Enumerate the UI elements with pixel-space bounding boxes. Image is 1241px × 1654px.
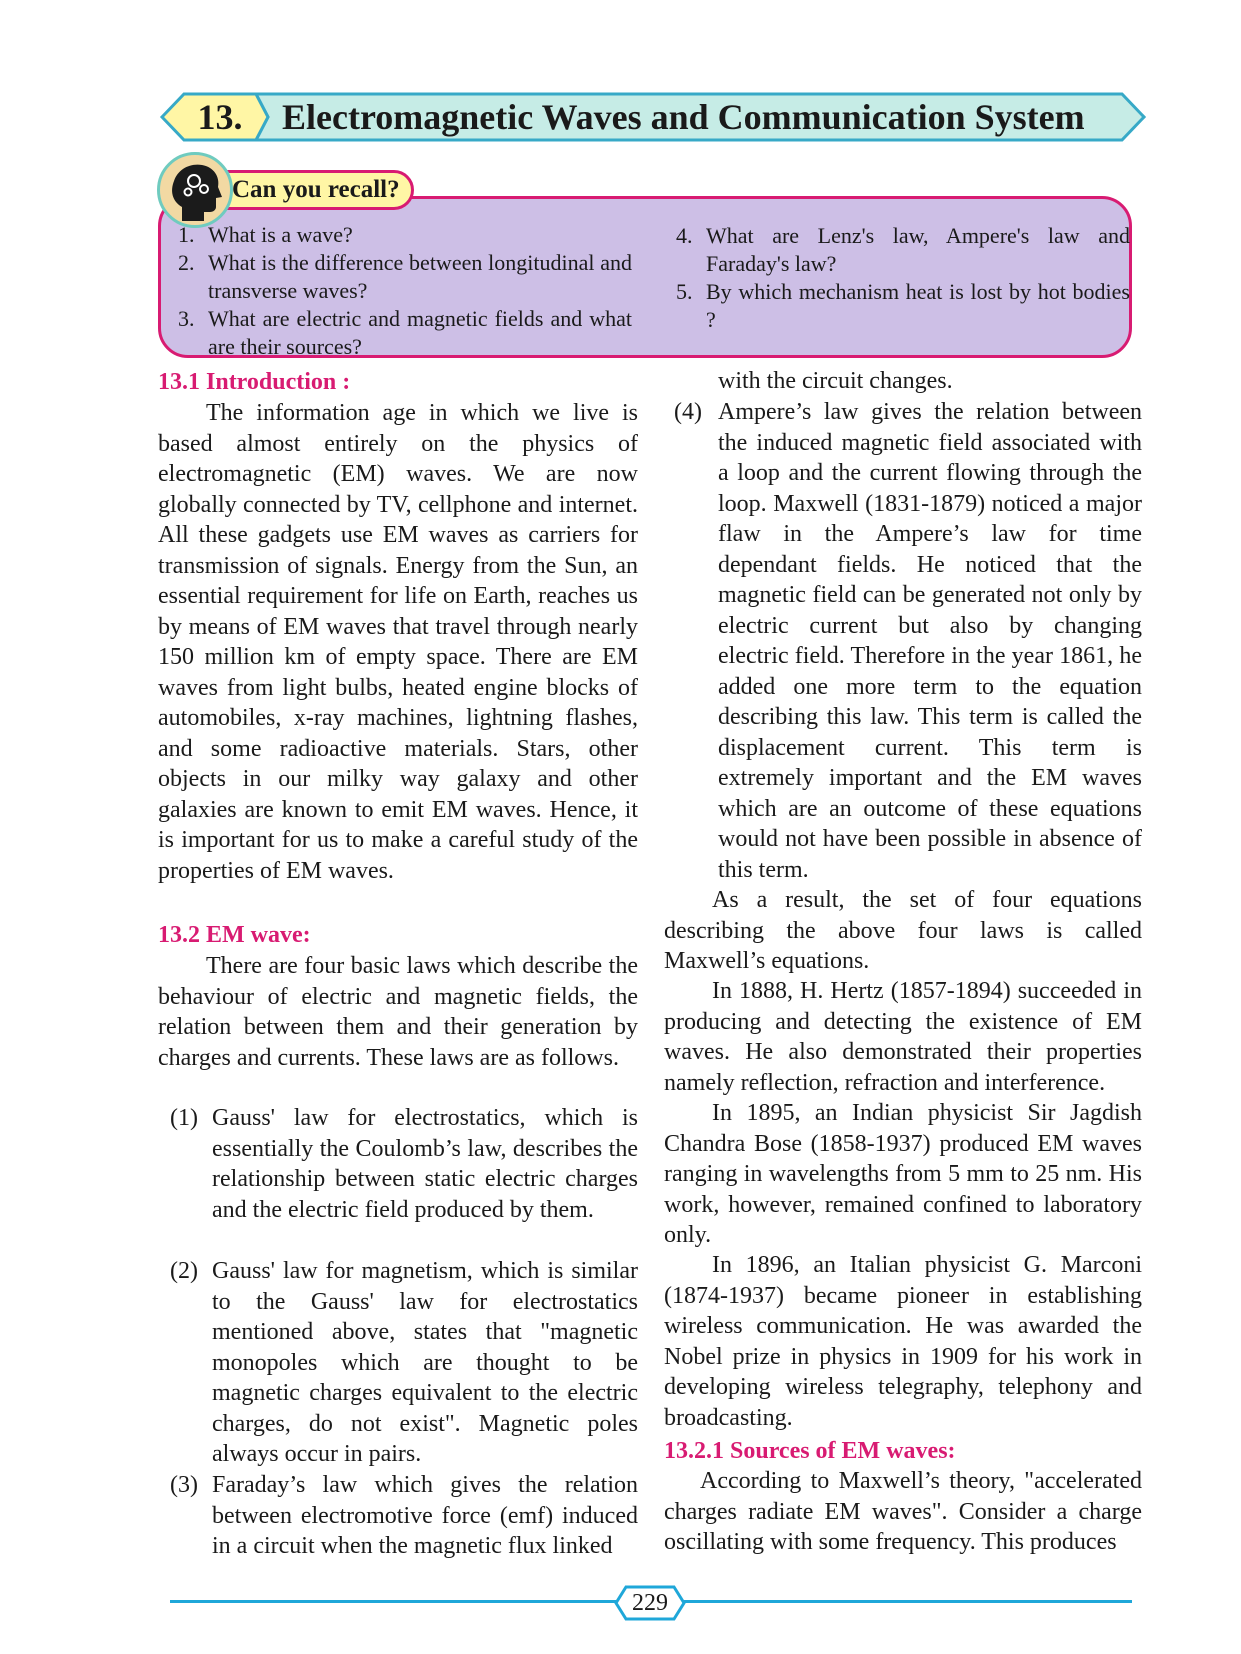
law-number: (4)	[674, 399, 702, 425]
hertz-paragraph: In 1888, H. Hertz (1857-1894) succeeded in producing and detecting the existence of EM waves. He also demonstrated their properties namely reflection, refraction and interference.	[664, 978, 1142, 1096]
em-wave-paragraph: There are four basic laws which describe the behaviour of electric and magnetic fields, the relation between them and their generation by charges and currents. These laws are as follows.	[158, 953, 638, 1071]
question-text: What are Lenz's law, Ampere's law and Faraday's law?	[706, 223, 1130, 276]
recall-label: Can you recall?	[232, 176, 400, 203]
law-number: (3)	[170, 1472, 198, 1498]
intro-paragraph: The information age in which we live is based almost entirely on the physics of electromagnetic (EM) waves. We are now globally connected by TV, cellphone and internet. All these gadgets use EM waves as carriers for transmission of signals. Energy from the Sun, an essential requirement for life on Earth, reaches us by means of EM waves that travel through nearly 150 million km of empty space. There are EM waves from light bulbs, heated engine blocks of automobiles, x-ray machines, lightning flashes, and some radioactive materials. Stars, other objects in our milky way galaxy and other galaxies are known to emit EM waves. Hence, it is important for us to make a careful study of the properties of EM waves.	[158, 400, 638, 884]
footer-line-right	[682, 1600, 1132, 1603]
footer-line-left	[170, 1600, 618, 1603]
law-item-4	[674, 397, 1142, 885]
law-number: (1)	[170, 1105, 198, 1131]
chapter-banner	[156, 91, 1146, 143]
question-number: 4.	[676, 223, 693, 248]
recall-question-4	[676, 222, 1130, 278]
recall-question-5	[676, 278, 1130, 334]
law-text: Faraday’s law which gives the relation between electromotive force (emf) induced in a circuit when the magnetic flux linked	[212, 1472, 638, 1559]
em-wave-heading: 13.2 EM wave:	[158, 922, 311, 948]
head-with-gears-icon	[157, 152, 233, 228]
maxwell-paragraph: As a result, the set of four equations describing the above four laws is called Maxwell’s equations.	[664, 887, 1142, 974]
bose-paragraph: In 1895, an Indian physicist Sir Jagdish Chandra Bose (1858-1937) produced EM waves ranging in wavelengths from 5 mm to 25 nm. His work, however, remained confined to laboratory only.	[664, 1100, 1142, 1248]
question-text: By which mechanism heat is lost by hot bodies ?	[706, 279, 1130, 332]
law-item-3	[170, 1470, 638, 1562]
page-number: 229	[632, 1590, 668, 1616]
question-number: 5.	[676, 279, 693, 304]
law-text: Gauss' law for magnetism, which is similar to the Gauss' law for electrostatics mentioned above, states that "magnetic monopoles which are thought to be magnetic charges equivalent to the electric charges, do not exist". Magnetic poles always occur in pairs.	[212, 1258, 638, 1467]
question-number: 3.	[178, 306, 195, 331]
sources-heading: 13.2.1 Sources of EM waves:	[664, 1438, 956, 1464]
question-number: 1.	[178, 222, 195, 247]
marconi-paragraph: In 1896, an Italian physicist G. Marconi (1874-1937) became pioneer in establishing wireless communication. He was awarded the Nobel prize in physics in 1909 for his work in developing wireless telegraphy, telephony and broadcasting.	[664, 1252, 1142, 1431]
chapter-title: Electromagnetic Waves and Communication System	[282, 97, 1085, 137]
law-number: (2)	[170, 1258, 198, 1284]
recall-question-1	[178, 221, 632, 249]
law-item-1	[170, 1103, 638, 1225]
law-item-2	[170, 1256, 638, 1470]
recall-question-3	[178, 305, 632, 361]
question-text: What is a wave?	[208, 222, 353, 247]
law-text: Gauss' law for electrostatics, which is essentially the Coulomb’s law, describes the relationship between static electric charges and the electric field produced by them.	[212, 1105, 638, 1223]
sources-paragraph: According to Maxwell’s theory, "accelerated charges radiate EM waves". Consider a charge oscillating with some frequency. This produces	[664, 1468, 1142, 1555]
question-text: What are electric and magnetic fields and what are their sources?	[208, 306, 632, 359]
recall-question-2	[178, 249, 632, 305]
chapter-number: 13.	[197, 97, 243, 137]
law-text: Ampere’s law gives the relation between the induced magnetic field associated with a loop and the current flowing through the loop. Maxwell (1831-1879) noticed a major flaw in the Ampere’s law for time dependant fields. He noticed that the magnetic field can be generated not only by electric current but also by changing electric field. Therefore in the year 1861, he added one more term to the equation describing this law. This term is called the displacement current. This term is extremely important and the EM waves which are an outcome of these equations would not have been possible in absence of this term.	[718, 399, 1142, 883]
intro-heading: 13.1 Introduction :	[158, 369, 351, 395]
question-number: 2.	[178, 250, 195, 275]
question-text: What is the difference between longitudinal and transverse waves?	[208, 250, 632, 303]
law-3-continuation: with the circuit changes.	[718, 368, 953, 394]
